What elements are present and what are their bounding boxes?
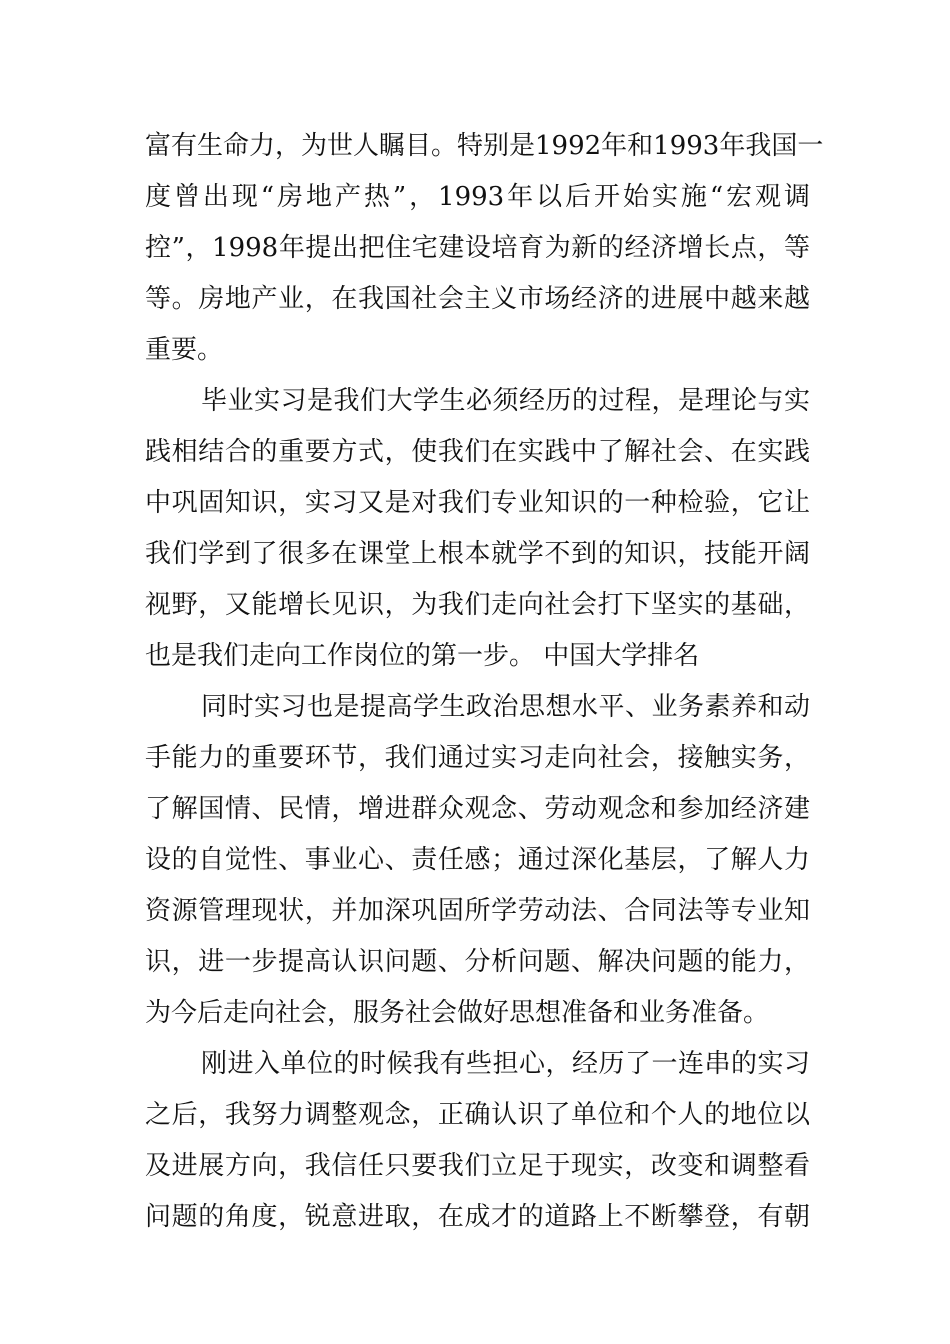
text-line: 资源管理现状，并加深巩固所学劳动法、合同法等专业知 xyxy=(145,896,810,926)
text-line: 及进展方向，我信任只要我们立足于现实，改变和调整看 xyxy=(145,1151,810,1181)
text-line: 设的自觉性、事业心、责任感；通过深化基层，了解人力 xyxy=(145,845,810,875)
text-line: 践相结合的重要方式，使我们在实践中了解社会、在实践 xyxy=(145,437,810,467)
text-line: 问题的角度，锐意进取，在成才的道路上不断攀登，有朝 xyxy=(145,1202,810,1232)
text-line: 重要。 xyxy=(145,335,224,365)
text-line: 视野，又能增长见识，为我们走向社会打下坚实的基础， xyxy=(145,590,810,620)
text-line: 手能力的重要环节，我们通过实习走向社会，接触实务， xyxy=(145,743,810,773)
text-line: 富有生命力，为世人瞩目。特别是1992年和1993年我国一 xyxy=(145,131,824,161)
text-line: 等。房地产业，在我国社会主义市场经济的进展中越来越 xyxy=(145,284,810,314)
text-line: 我们学到了很多在课堂上根本就学不到的知识，技能开阔 xyxy=(145,539,810,569)
paragraph-first-line: 同时实习也是提高学生政治思想水平、业务素养和动 xyxy=(201,692,810,722)
body-text xyxy=(145,121,824,1243)
text-line: 中巩固知识，实习又是对我们专业知识的一种检验，它让 xyxy=(145,488,810,518)
text-line: 也是我们走向工作岗位的第一步。 中国大学排名 xyxy=(145,641,700,671)
text-line: 为今后走向社会，服务社会做好思想准备和业务准备。 xyxy=(145,998,770,1028)
text-line: 之后，我努力调整观念，正确认识了单位和个人的地位以 xyxy=(145,1100,810,1130)
text-line: 了解国情、民情，增进群众观念、劳动观念和参加经济建 xyxy=(145,794,810,824)
text-line: 控”，1998年提出把住宅建设培育为新的经济增长点，等 xyxy=(145,233,810,263)
text-line: 识，进一步提高认识问题、分析问题、解决问题的能力， xyxy=(145,947,810,977)
text-line: 度曾出现“房地产热”，1993年以后开始实施“宏观调 xyxy=(145,182,810,212)
paragraph-first-line: 毕业实习是我们大学生必须经历的过程，是理论与实 xyxy=(201,386,810,416)
paragraph-first-line: 刚进入单位的时候我有些担心，经历了一连串的实习 xyxy=(201,1049,810,1079)
